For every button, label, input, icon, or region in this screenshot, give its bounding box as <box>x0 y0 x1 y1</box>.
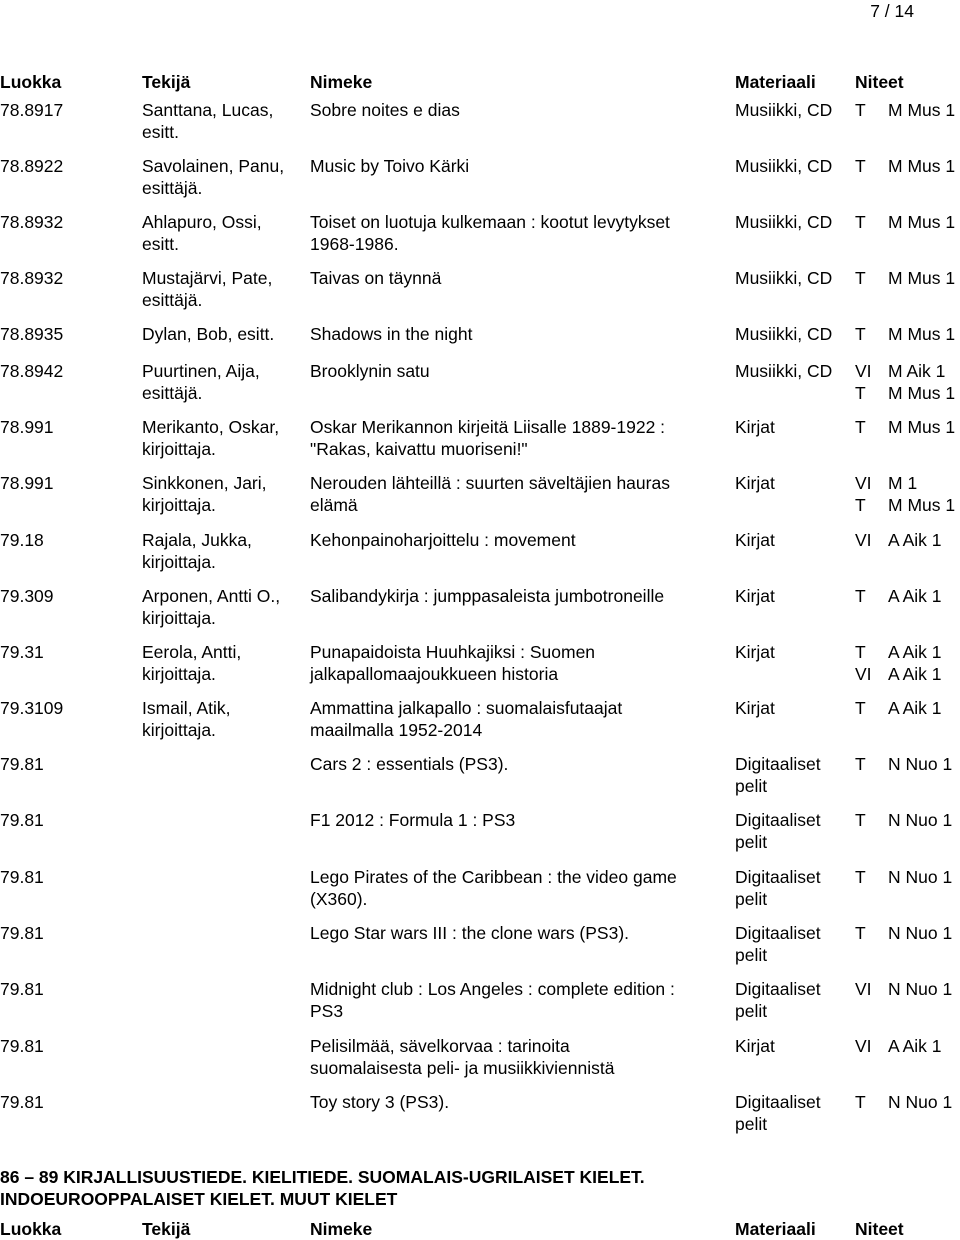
cell-luokka: 79.3109 <box>0 698 64 718</box>
cell-luokka: 78.8932 <box>0 212 64 232</box>
cell-niteet-shelf <box>888 155 955 177</box>
cell-luokka: 78.991 <box>0 473 54 493</box>
cell-materiaali-line: Kirjat <box>735 698 775 718</box>
niteet-location: T <box>855 642 866 662</box>
niteet-location: T <box>855 1092 866 1112</box>
cell-tekija <box>142 211 262 255</box>
cell-tekija <box>142 155 284 199</box>
cell-materiaali-line: Kirjat <box>735 417 775 437</box>
cell-niteet-location <box>855 866 866 888</box>
header-luokka: Luokka <box>0 72 62 92</box>
cell-niteet-location <box>855 585 866 607</box>
cell-materiaali <box>735 1091 821 1135</box>
cell-materiaali-line: Kirjat <box>735 586 775 606</box>
cell-nimeke-line: Lego Pirates of the Caribbean : the video game <box>310 867 677 887</box>
niteet-shelf: A Aik 1 <box>888 530 942 550</box>
niteet-shelf: M Mus 1 <box>888 417 956 437</box>
cell-niteet-location <box>855 922 866 944</box>
niteet-location: T <box>855 923 866 943</box>
niteet-shelf: M Mus 1 <box>888 212 956 232</box>
cell-materiaali <box>735 922 821 966</box>
niteet-shelf: N Nuo 1 <box>888 1092 953 1112</box>
cell-niteet-shelf <box>888 323 955 345</box>
cell-materiaali <box>735 809 821 853</box>
cell-nimeke-line: 1968-1986. <box>310 234 399 254</box>
cell-materiaali-line: Kirjat <box>735 642 775 662</box>
cell-nimeke-line: Toy story 3 (PS3). <box>310 1092 450 1112</box>
cell-nimeke-line: PS3 <box>310 1001 344 1021</box>
niteet-location: VI <box>855 473 872 493</box>
cell-materiaali-line: pelit <box>735 776 768 796</box>
niteet-location: T <box>855 495 866 515</box>
cell-luokka: 79.18 <box>0 530 44 550</box>
cell-tekija-line: esittäjä. <box>142 383 203 403</box>
cell-tekija-line: esittäjä. <box>142 178 203 198</box>
cell-materiaali <box>735 529 775 551</box>
cell-niteet-location <box>855 472 872 516</box>
cell-nimeke-line: F1 2012 : Formula 1 : PS3 <box>310 810 516 830</box>
cell-luokka: 79.81 <box>0 867 44 887</box>
cell-niteet-location <box>855 267 866 289</box>
cell-nimeke-line: Midnight club : Los Angeles : complete edition : <box>310 979 675 999</box>
cell-materiaali <box>735 360 832 382</box>
cell-materiaali <box>735 323 832 345</box>
cell-materiaali <box>735 753 821 797</box>
niteet-shelf: M Mus 1 <box>888 156 956 176</box>
niteet-location: T <box>855 754 866 774</box>
cell-nimeke-line: (X360). <box>310 889 368 909</box>
niteet-shelf: N Nuo 1 <box>888 923 953 943</box>
niteet-shelf: M Mus 1 <box>888 324 956 344</box>
cell-niteet-location <box>855 1091 866 1113</box>
cell-tekija <box>142 267 272 311</box>
cell-niteet-shelf <box>888 978 952 1000</box>
cell-materiaali <box>735 978 821 1022</box>
cell-nimeke <box>310 323 472 345</box>
cell-niteet-location <box>855 211 866 233</box>
cell-tekija-line: kirjoittaja. <box>142 608 216 628</box>
niteet-shelf: N Nuo 1 <box>888 979 953 999</box>
header-luokka: Luokka <box>0 1219 62 1239</box>
niteet-location: T <box>855 383 866 403</box>
header-materiaali: Materiaali <box>735 1219 816 1239</box>
page-number: 7 / 14 <box>870 1 914 21</box>
cell-tekija-line: kirjoittaja. <box>142 495 216 515</box>
cell-nimeke-line: Cars 2 : essentials (PS3). <box>310 754 509 774</box>
cell-nimeke-line: Lego Star wars III : the clone wars (PS3). <box>310 923 630 943</box>
cell-nimeke <box>310 267 441 289</box>
cell-niteet-shelf <box>888 472 955 516</box>
niteet-location: VI <box>855 1036 872 1056</box>
niteet-location: VI <box>855 530 872 550</box>
niteet-location: T <box>855 212 866 232</box>
niteet-shelf: N Nuo 1 <box>888 810 953 830</box>
niteet-shelf: A Aik 1 <box>888 586 942 606</box>
cell-nimeke <box>310 1035 614 1079</box>
cell-luokka: 79.81 <box>0 1036 44 1056</box>
cell-materiaali-line: pelit <box>735 889 768 909</box>
cell-niteet-location <box>855 753 866 775</box>
cell-tekija <box>142 323 274 345</box>
cell-luokka: 79.81 <box>0 979 44 999</box>
niteet-shelf: M Mus 1 <box>888 268 956 288</box>
cell-tekija-line: esittäjä. <box>142 290 203 310</box>
niteet-shelf: N Nuo 1 <box>888 754 953 774</box>
cell-tekija-line: Dylan, Bob, esitt. <box>142 324 275 344</box>
cell-nimeke-line: jalkapallomaajoukkueen historia <box>310 664 559 684</box>
cell-materiaali-line: Musiikki, CD <box>735 212 833 232</box>
header-niteet: Niteet <box>855 1219 904 1239</box>
niteet-location: T <box>855 810 866 830</box>
cell-tekija-line: Arponen, Antti O., <box>142 586 281 606</box>
cell-tekija-line: kirjoittaja. <box>142 720 216 740</box>
cell-nimeke-line: Salibandykirja : jumppasaleista jumbotroneille <box>310 586 665 606</box>
cell-luokka: 78.8922 <box>0 156 64 176</box>
cell-materiaali-line: pelit <box>735 1001 768 1021</box>
cell-niteet-location <box>855 323 866 345</box>
cell-niteet-shelf <box>888 211 955 233</box>
cell-tekija-line: Santtana, Lucas, <box>142 100 274 120</box>
header-nimeke: Nimeke <box>310 72 373 92</box>
cell-materiaali-line: Digitaaliset <box>735 923 821 943</box>
cell-tekija-line: esitt. <box>142 234 179 254</box>
cell-nimeke-line: "Rakas, kaivattu muoriseni!" <box>310 439 528 459</box>
cell-materiaali <box>735 641 775 663</box>
cell-nimeke-line: Kehonpainoharjoittelu : movement <box>310 530 576 550</box>
cell-niteet-location <box>855 155 866 177</box>
cell-niteet-shelf <box>888 529 942 551</box>
niteet-location: T <box>855 100 866 120</box>
cell-niteet-shelf <box>888 866 952 888</box>
cell-niteet-location <box>855 99 866 121</box>
cell-nimeke <box>310 922 629 944</box>
niteet-location: VI <box>855 361 872 381</box>
cell-luokka: 79.81 <box>0 754 44 774</box>
cell-nimeke <box>310 585 664 607</box>
cell-nimeke-line: suomalaisesta peli- ja musiikkiviennistä <box>310 1058 615 1078</box>
cell-tekija <box>142 697 231 741</box>
cell-materiaali-line: pelit <box>735 945 768 965</box>
cell-niteet-shelf <box>888 360 955 404</box>
cell-tekija-line: kirjoittaja. <box>142 552 216 572</box>
cell-materiaali <box>735 211 832 233</box>
cell-nimeke-line: Toiset on luotuja kulkemaan : kootut levytykset <box>310 212 670 232</box>
niteet-shelf: M 1 <box>888 473 918 493</box>
cell-nimeke <box>310 211 670 255</box>
cell-tekija <box>142 529 252 573</box>
cell-nimeke <box>310 416 665 460</box>
cell-materiaali-line: pelit <box>735 832 768 852</box>
section-heading-line: INDOEUROOPPALAISET KIELET. MUUT KIELET <box>0 1189 398 1209</box>
cell-materiaali-line: pelit <box>735 1114 768 1134</box>
cell-luokka: 78.8932 <box>0 268 64 288</box>
cell-nimeke-line: Sobre noites e dias <box>310 100 460 120</box>
cell-luokka: 79.81 <box>0 810 44 830</box>
cell-niteet-shelf <box>888 1091 952 1113</box>
niteet-location: T <box>855 156 866 176</box>
cell-luokka: 79.81 <box>0 1092 44 1112</box>
cell-niteet-location <box>855 697 866 719</box>
niteet-location: T <box>855 698 866 718</box>
cell-materiaali <box>735 1035 775 1057</box>
cell-nimeke <box>310 753 508 775</box>
cell-materiaali-line: Digitaaliset <box>735 810 821 830</box>
cell-materiaali-line: Digitaaliset <box>735 867 821 887</box>
header-materiaali: Materiaali <box>735 72 816 92</box>
cell-materiaali-line: Digitaaliset <box>735 1092 821 1112</box>
cell-tekija-line: esitt. <box>142 122 179 142</box>
cell-materiaali-line: Kirjat <box>735 473 775 493</box>
cell-tekija-line: Sinkkonen, Jari, <box>142 473 267 493</box>
cell-nimeke <box>310 472 670 516</box>
cell-niteet-location <box>855 809 866 831</box>
cell-tekija <box>142 585 280 629</box>
niteet-location: T <box>855 867 866 887</box>
cell-materiaali <box>735 267 832 289</box>
cell-materiaali <box>735 697 775 719</box>
cell-nimeke-line: Pelisilmää, sävelkorvaa : tarinoita <box>310 1036 570 1056</box>
cell-niteet-shelf <box>888 99 955 121</box>
cell-niteet-location <box>855 529 872 551</box>
cell-materiaali-line: Kirjat <box>735 1036 775 1056</box>
section-heading-line: 86 – 89 KIRJALLISUUSTIEDE. KIELITIEDE. SUOMALAIS-UGRILAISET KIELET. <box>0 1167 645 1187</box>
cell-luokka: 78.8942 <box>0 361 64 381</box>
cell-materiaali-line: Kirjat <box>735 530 775 550</box>
cell-luokka: 79.81 <box>0 923 44 943</box>
cell-luokka: 78.8917 <box>0 100 64 120</box>
cell-materiaali <box>735 472 775 494</box>
cell-niteet-location <box>855 1035 872 1057</box>
cell-nimeke-line: Brooklynin satu <box>310 361 430 381</box>
section-heading <box>0 1166 645 1210</box>
cell-niteet-shelf <box>888 809 952 831</box>
cell-niteet-shelf <box>888 753 952 775</box>
cell-tekija-line: kirjoittaja. <box>142 664 216 684</box>
cell-niteet-location <box>855 978 872 1000</box>
cell-nimeke <box>310 809 515 831</box>
cell-nimeke <box>310 529 576 551</box>
cell-niteet-shelf <box>888 1035 942 1057</box>
cell-tekija-line: Ahlapuro, Ossi, <box>142 212 262 232</box>
niteet-shelf: M Mus 1 <box>888 100 956 120</box>
cell-materiaali-line: Musiikki, CD <box>735 268 833 288</box>
cell-luokka: 78.8935 <box>0 324 64 344</box>
cell-materiaali <box>735 155 832 177</box>
niteet-shelf: A Aik 1 <box>888 698 942 718</box>
cell-materiaali-line: Musiikki, CD <box>735 100 833 120</box>
cell-tekija-line: Puurtinen, Aija, <box>142 361 260 381</box>
cell-luokka: 79.31 <box>0 642 44 662</box>
cell-tekija-line: Mustajärvi, Pate, <box>142 268 273 288</box>
cell-luokka: 78.991 <box>0 417 54 437</box>
niteet-shelf: A Aik 1 <box>888 642 942 662</box>
niteet-shelf: A Aik 1 <box>888 664 942 684</box>
cell-niteet-shelf <box>888 585 942 607</box>
cell-tekija <box>142 472 267 516</box>
niteet-location: T <box>855 324 866 344</box>
cell-tekija-line: kirjoittaja. <box>142 439 216 459</box>
cell-nimeke-line: Nerouden lähteillä : suurten säveltäjien hauras <box>310 473 670 493</box>
cell-niteet-location <box>855 641 872 685</box>
cell-nimeke-line: Music by Toivo Kärki <box>310 156 470 176</box>
cell-nimeke <box>310 866 677 910</box>
cell-materiaali <box>735 866 821 910</box>
cell-tekija-line: Savolainen, Panu, <box>142 156 285 176</box>
cell-tekija <box>142 360 260 404</box>
cell-luokka: 79.309 <box>0 586 54 606</box>
cell-niteet-shelf <box>888 267 955 289</box>
cell-nimeke-line: Punapaidoista Huuhkajiksi : Suomen <box>310 642 596 662</box>
cell-materiaali <box>735 99 832 121</box>
cell-nimeke <box>310 1091 449 1113</box>
cell-nimeke-line: Oskar Merikannon kirjeitä Liisalle 1889-1922 : <box>310 417 666 437</box>
niteet-location: T <box>855 268 866 288</box>
niteet-shelf: M Aik 1 <box>888 361 946 381</box>
cell-materiaali-line: Digitaaliset <box>735 754 821 774</box>
cell-nimeke <box>310 360 430 382</box>
cell-niteet-shelf <box>888 416 955 438</box>
cell-tekija-line: Rajala, Jukka, <box>142 530 252 550</box>
cell-nimeke-line: Shadows in the night <box>310 324 473 344</box>
cell-materiaali-line: Digitaaliset <box>735 979 821 999</box>
niteet-location: T <box>855 586 866 606</box>
cell-tekija <box>142 641 241 685</box>
cell-tekija <box>142 99 273 143</box>
cell-nimeke <box>310 155 469 177</box>
header-tekija: Tekijä <box>142 72 191 92</box>
cell-nimeke-line: elämä <box>310 495 358 515</box>
cell-materiaali <box>735 416 775 438</box>
cell-niteet-shelf <box>888 641 942 685</box>
cell-nimeke <box>310 641 595 685</box>
cell-materiaali-line: Musiikki, CD <box>735 361 833 381</box>
cell-tekija-line: Ismail, Atik, <box>142 698 231 718</box>
cell-nimeke <box>310 99 460 121</box>
niteet-location: VI <box>855 979 872 999</box>
cell-nimeke-line: maailmalla 1952-2014 <box>310 720 483 740</box>
niteet-location: VI <box>855 664 872 684</box>
niteet-shelf: M Mus 1 <box>888 383 956 403</box>
niteet-shelf: N Nuo 1 <box>888 867 953 887</box>
cell-niteet-shelf <box>888 922 952 944</box>
cell-nimeke-line: Taivas on täynnä <box>310 268 442 288</box>
cell-tekija <box>142 416 279 460</box>
cell-niteet-shelf <box>888 697 942 719</box>
niteet-shelf: M Mus 1 <box>888 495 956 515</box>
header-tekija: Tekijä <box>142 1219 191 1239</box>
header-nimeke: Nimeke <box>310 1219 373 1239</box>
niteet-location: T <box>855 417 866 437</box>
cell-niteet-location <box>855 416 866 438</box>
cell-materiaali-line: Musiikki, CD <box>735 324 833 344</box>
cell-tekija-line: Eerola, Antti, <box>142 642 242 662</box>
cell-tekija-line: Merikanto, Oskar, <box>142 417 280 437</box>
niteet-shelf: A Aik 1 <box>888 1036 942 1056</box>
cell-nimeke <box>310 978 675 1022</box>
cell-materiaali <box>735 585 775 607</box>
header-niteet: Niteet <box>855 72 904 92</box>
cell-niteet-location <box>855 360 872 404</box>
cell-nimeke <box>310 697 622 741</box>
cell-nimeke-line: Ammattina jalkapallo : suomalaisfutaajat <box>310 698 623 718</box>
cell-materiaali-line: Musiikki, CD <box>735 156 833 176</box>
